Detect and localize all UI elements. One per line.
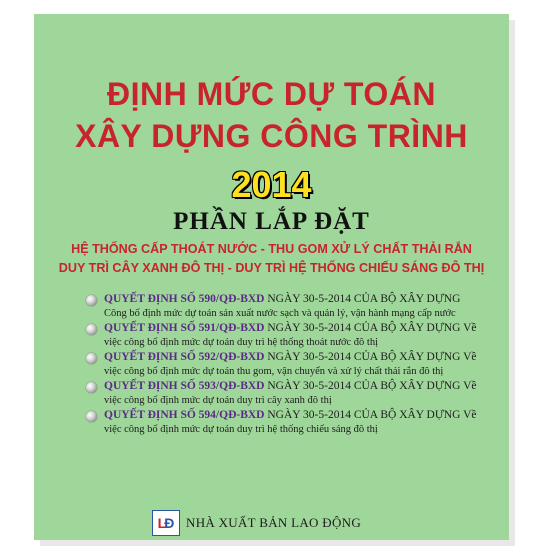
decision-code: QUYẾT ĐỊNH SỐ 590/QĐ-BXD <box>104 293 265 305</box>
decision-description: việc công bố định mức dự toán duy trì hệ thống thoát nước đô thị <box>104 337 378 348</box>
decision-code: QUYẾT ĐỊNH SỐ 593/QĐ-BXD <box>104 380 265 392</box>
decision-list <box>92 292 487 437</box>
decision-item <box>92 379 487 407</box>
subtitle-line-1: HỆ THỐNG CẤP THOÁT NƯỚC - THU GOM XỬ LÝ CHẤT THẢI RẮN <box>71 242 472 256</box>
part-label: PHẦN LẮP ĐẶT <box>173 208 370 235</box>
decision-date: NGÀY 30-5-2014 CỦA BỘ XÂY DỰNG Về <box>264 322 477 334</box>
decision-heading <box>104 350 487 365</box>
bullet-icon <box>86 411 97 422</box>
decision-date: NGÀY 30-5-2014 CỦA BỘ XÂY DỰNG Về <box>264 351 477 363</box>
bullet-icon <box>86 324 97 335</box>
decision-code: QUYẾT ĐỊNH SỐ 594/QĐ-BXD <box>104 409 265 421</box>
decision-heading <box>104 379 487 394</box>
decision-description: việc công bố định mức dự toán duy trì cây xanh đô thị <box>104 395 332 406</box>
decision-description: việc công bố định mức dự toán thu gom, vận chuyển và xử lý chất thải rắn đô thị <box>104 366 444 377</box>
decision-item <box>92 350 487 378</box>
decision-code: QUYẾT ĐỊNH SỐ 592/QĐ-BXD <box>104 351 265 363</box>
title-line-2: XÂY DỰNG CÔNG TRÌNH <box>75 118 468 154</box>
decision-code: QUYẾT ĐỊNH SỐ 591/QĐ-BXD <box>104 322 265 334</box>
bullet-icon <box>86 382 97 393</box>
subtitle-line-2: DUY TRÌ CÂY XANH ĐÔ THỊ - DUY TRÌ HỆ THỐNG CHIẾU SÁNG ĐÔ THỊ <box>58 261 485 275</box>
decision-heading <box>104 321 487 336</box>
decision-date: NGÀY 30-5-2014 CỦA BỘ XÂY DỰNG <box>264 293 461 305</box>
decision-heading <box>104 408 487 423</box>
decision-description: việc công bố định mức dự toán duy trì hệ thống chiếu sáng đô thị <box>104 424 378 435</box>
logo-letter-l: L <box>157 515 167 531</box>
publisher <box>152 510 361 536</box>
decision-date: NGÀY 30-5-2014 CỦA BỘ XÂY DỰNG Về <box>264 409 477 421</box>
decision-item <box>92 321 487 349</box>
publisher-name: NHÀ XUẤT BẢN LAO ĐỘNG <box>186 515 362 530</box>
decision-item <box>92 292 487 320</box>
decision-heading <box>104 292 487 307</box>
bullet-icon <box>86 295 97 306</box>
bullet-icon <box>86 353 97 364</box>
year-label: 2014 <box>231 164 312 205</box>
decision-date: NGÀY 30-5-2014 CỦA BỘ XÂY DỰNG Về <box>264 380 477 392</box>
publisher-logo-icon <box>152 510 180 536</box>
decision-item <box>92 408 487 436</box>
book-cover <box>34 14 509 540</box>
decision-description: Công bố định mức dự toán sản xuất nước sạch và quản lý, vận hành mạng cấp nước <box>104 308 456 319</box>
logo-letter-d: Đ <box>164 515 175 531</box>
title-line-1: ĐỊNH MỨC DỰ TOÁN <box>107 76 436 112</box>
